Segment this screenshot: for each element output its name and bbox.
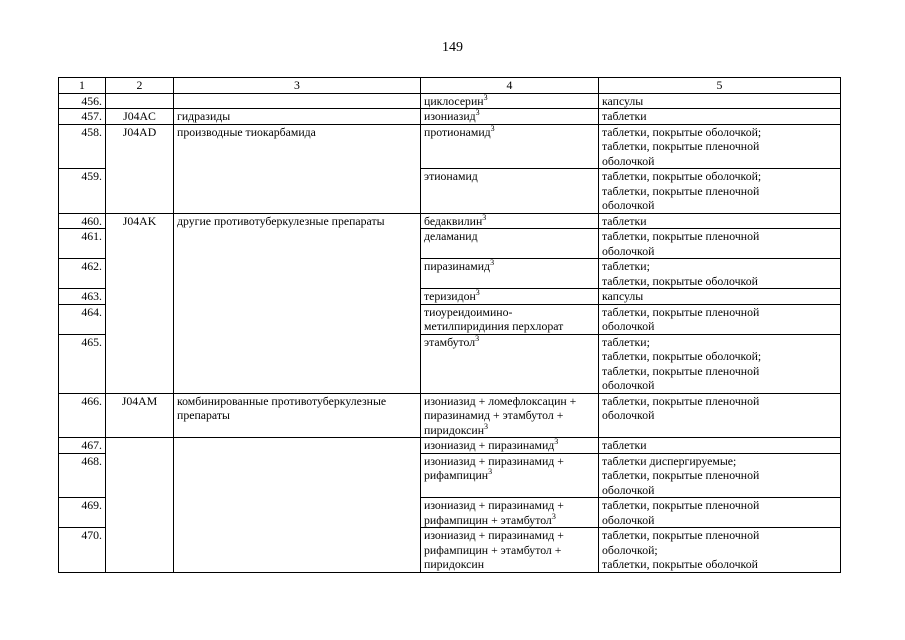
footnote-mark: 3 — [488, 467, 493, 477]
drug-name-cell — [421, 109, 599, 125]
drug-name: циклосерин — [424, 93, 484, 108]
row-number: 465. — [59, 334, 106, 393]
dosage-form: таблетки — [599, 109, 841, 125]
footnote-mark: 3 — [490, 123, 495, 133]
row-number: 469. — [59, 498, 106, 528]
drug-table — [58, 77, 841, 573]
drug-name-cell — [421, 169, 599, 214]
row-number: 459. — [59, 169, 106, 214]
drug-name: изониазид + ломефлоксацин + пиразинамид + этамбутол + пиридоксин — [424, 393, 577, 437]
row-number: 462. — [59, 259, 106, 289]
drug-name-cell — [421, 334, 599, 393]
header-row — [59, 78, 841, 94]
footnote-mark: 3 — [482, 212, 487, 222]
drug-name: этионамид — [424, 169, 478, 183]
drug-name-cell — [421, 438, 599, 454]
table-row — [59, 393, 841, 438]
dosage-form: таблетки, покрытые оболочкой; таблетки, покрытые пленочной оболочкой — [599, 124, 841, 169]
row-number: 468. — [59, 453, 106, 498]
drug-name: изониазид + пиразинамид — [424, 438, 555, 452]
table-row — [59, 438, 841, 454]
drug-name: этамбутол — [424, 334, 476, 349]
atc-code: J04AC — [106, 109, 174, 125]
dosage-form: таблетки, покрытые оболочкой; таблетки, покрытые пленочной оболочкой — [599, 169, 841, 214]
dosage-form: таблетки — [599, 438, 841, 454]
row-number: 467. — [59, 438, 106, 454]
drug-name-cell — [421, 213, 599, 229]
dosage-form: капсулы — [599, 93, 841, 109]
drug-name-cell — [421, 393, 599, 438]
header-col-2: 2 — [106, 78, 174, 94]
footnote-mark: 3 — [475, 333, 480, 343]
drug-name: теризидон — [424, 289, 476, 303]
table-row — [59, 213, 841, 229]
dosage-form: таблетки, покрытые пленочной оболочкой; таблетки, покрытые оболочкой — [599, 528, 841, 573]
page-number: 149 — [442, 40, 463, 55]
group-name — [174, 93, 421, 109]
header-col-5: 5 — [599, 78, 841, 94]
row-number: 457. — [59, 109, 106, 125]
dosage-form: таблетки; таблетки, покрытые оболочкой; таблетки, покрытые пленочной оболочкой — [599, 334, 841, 393]
atc-code: J04AK — [106, 213, 174, 393]
drug-name-cell — [421, 259, 599, 289]
row-number: 460. — [59, 213, 106, 229]
table-row — [59, 109, 841, 125]
row-number: 470. — [59, 528, 106, 573]
row-number: 464. — [59, 304, 106, 334]
drug-name-cell — [421, 304, 599, 334]
group-name: комбинированные противотуберкулезные препараты — [174, 393, 421, 438]
drug-name: изониазид + пиразинамид + рифампицин + этамбутол — [424, 498, 564, 527]
row-number: 463. — [59, 289, 106, 305]
footnote-mark: 3 — [475, 288, 480, 298]
drug-name-cell — [421, 528, 599, 573]
dosage-form: таблетки, покрытые пленочной оболочкой — [599, 393, 841, 438]
row-number: 461. — [59, 229, 106, 259]
drug-name-cell — [421, 229, 599, 259]
group-name-empty — [174, 438, 421, 573]
atc-code: J04AM — [106, 393, 174, 438]
drug-name: пиразинамид — [424, 259, 491, 273]
drug-name: тиоуреидоимино- метилпиридиния перхлорат — [424, 304, 564, 333]
dosage-form: капсулы — [599, 289, 841, 305]
dosage-form: таблетки, покрытые пленочной оболочкой — [599, 304, 841, 334]
drug-name: изониазид + пиразинамид + рифампицин — [424, 453, 564, 482]
header-col-1: 1 — [59, 78, 106, 94]
drug-name-cell — [421, 453, 599, 498]
atc-code-empty — [106, 438, 174, 573]
row-number: 456. — [59, 93, 106, 109]
drug-name-cell — [421, 498, 599, 528]
dosage-form: таблетки; таблетки, покрытые оболочкой — [599, 259, 841, 289]
table-row — [59, 124, 841, 169]
header-col-4: 4 — [421, 78, 599, 94]
dosage-form: таблетки — [599, 213, 841, 229]
group-name: гидразиды — [174, 109, 421, 125]
atc-code: J04AD — [106, 124, 174, 213]
atc-code — [106, 93, 174, 109]
dosage-form: таблетки диспергируемые; таблетки, покрытые пленочной оболочкой — [599, 453, 841, 498]
drug-name-cell — [421, 124, 599, 169]
drug-name: бедаквилин — [424, 213, 483, 228]
group-name: другие противотуберкулезные препараты — [174, 213, 421, 393]
drug-name: протионамид — [424, 124, 491, 139]
row-number: 458. — [59, 124, 106, 169]
footnote-mark: 3 — [484, 421, 489, 431]
table-row — [59, 93, 841, 109]
drug-name: деламанид — [424, 229, 478, 243]
footnote-mark: 3 — [554, 437, 559, 447]
drug-name-cell — [421, 93, 599, 109]
row-number: 466. — [59, 393, 106, 438]
header-col-3: 3 — [174, 78, 421, 94]
drug-name: изониазид + пиразинамид + рифампицин + этамбутол + пиридоксин — [424, 528, 564, 571]
drug-name-cell — [421, 289, 599, 305]
drug-name: изониазид — [424, 109, 476, 123]
footnote-mark: 3 — [483, 92, 488, 102]
footnote-mark: 3 — [475, 108, 480, 118]
dosage-form: таблетки, покрытые пленочной оболочкой — [599, 229, 841, 259]
footnote-mark: 3 — [551, 511, 556, 521]
group-name: производные тиокарбамида — [174, 124, 421, 213]
footnote-mark: 3 — [490, 258, 495, 268]
dosage-form: таблетки, покрытые пленочной оболочкой — [599, 498, 841, 528]
